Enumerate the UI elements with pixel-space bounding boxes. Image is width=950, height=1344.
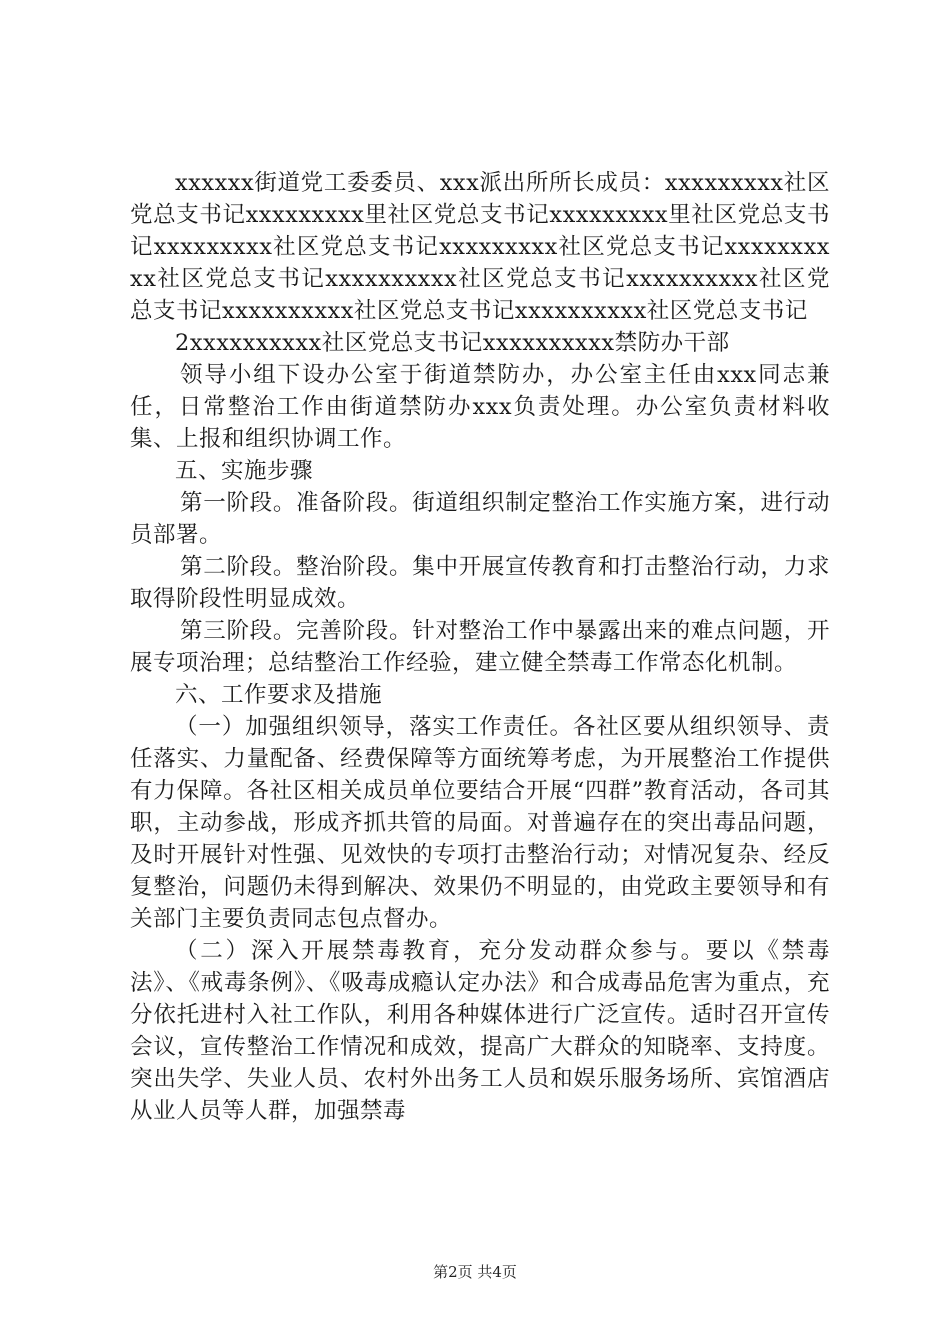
paragraph-stage-one: 第一阶段。准备阶段。街道组织制定整治工作实施方案，进行动员部署。 [130, 490, 830, 548]
paragraph-members: xxxxxx街道党工委委员、xxx派出所所长成员：xxxxxxxxx社区党总支书记xxxxxxxxx里社区党总支书记xxxxxxxxx里社区党总支书记xxxxxxxxx社区党总支书记xxxxxxxxx社区党总支书记xxxxxxxxxx社区党总支书记xxxxxxxxxx社区党总支书记xxxxxxxxxx社区党总支书记xxxxxxxxxx社区党总支书记xxxxxxxxxx社区党总支书记 [130, 170, 830, 324]
page-footer: 第2页 共4页 [433, 1263, 517, 1281]
paragraph-stage-two: 第二阶段。整治阶段。集中开展宣传教育和打击整治行动，力求取得阶段性明显成效。 [130, 554, 830, 612]
paragraph-stage-three: 第三阶段。完善阶段。针对整治工作中暴露出来的难点问题，开展专项治理；总结整治工作经验，建立健全禁毒工作常态化机制。 [130, 618, 830, 676]
paragraph-office: 领导小组下设办公室于街道禁防办，办公室主任由xxx同志兼任，日常整治工作由街道禁防办xxx负责处理。办公室负责材料收集、上报和组织协调工作。 [130, 362, 830, 452]
document-body [130, 167, 830, 1127]
paragraph-requirement-two: （二）深入开展禁毒教育，充分发动群众参与。要以《禁毒法》、《戒毒条例》、《吸毒成瘾认定办法》和合成毒品危害为重点，充分依托进村入社工作队，利用各种媒体进行广泛宣传。适时召开宣传会议，宣传整治工作情况和成效，提高广大群众的知晓率、支持度。突出失学、失业人员、农村外出务工人员和娱乐服务场所、宾馆酒店从业人员等人群，加强禁毒 [130, 938, 830, 1124]
paragraph-requirement-one: （一）加强组织领导，落实工作责任。各社区要从组织领导、责任落实、力量配备、经费保障等方面统筹考虑，为开展整治工作提供有力保障。各社区相关成员单位要结合开展“四群”教育活动，各司其职，主动参战，形成齐抓共管的局面。对普遍存在的突出毒品问题，及时开展针对性强、见效快的专项打击整治行动；对情况复杂、经反复整治，问题仍未得到解决、效果仍不明显的，由党政主要领导和有关部门主要负责同志包点督办。 [130, 714, 830, 932]
paragraph-members-cont: 2xxxxxxxxxx社区党总支书记xxxxxxxxxx禁防办干部 [175, 330, 730, 356]
heading-implementation-steps: 五、实施步骤 [175, 458, 314, 484]
heading-work-requirements: 六、工作要求及措施 [175, 682, 383, 708]
